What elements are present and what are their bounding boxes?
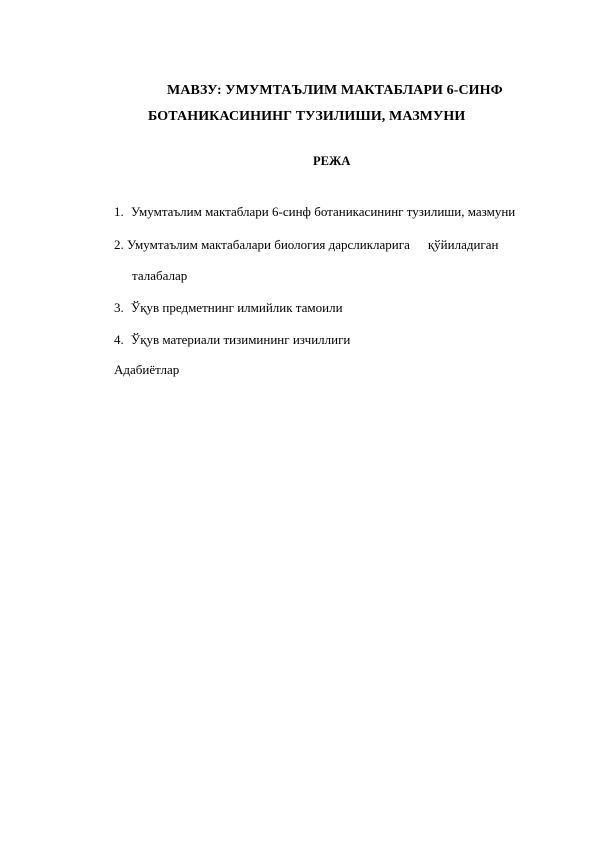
plan-item-2-number: 2. <box>114 237 124 252</box>
plan-item-4-text: Ўқув материали тизимининг изчиллиги <box>131 332 351 347</box>
references-label: Адабиётлар <box>114 362 180 377</box>
plan-heading: РЕЖА <box>313 154 351 168</box>
plan-item-3 <box>114 300 343 316</box>
plan-item-1 <box>114 204 515 220</box>
plan-item-3-text: Ўқув предметнинг илмийлик тамоили <box>131 300 343 315</box>
plan-item-2-continuation: талабалар <box>132 268 188 283</box>
plan-item-2 <box>114 237 498 253</box>
document-title-line-1: МАВЗУ: УМУМТАЪЛИМ МАКТАБЛАРИ 6-СИНФ <box>167 83 503 98</box>
plan-item-2-text-part-1: Умумтаълим мактабалари биология дарсликларига <box>127 237 410 252</box>
plan-item-4-number: 4. <box>114 332 124 347</box>
plan-item-4 <box>114 332 350 348</box>
plan-item-1-number: 1. <box>114 204 124 219</box>
plan-item-2-text-part-2: қўйиладиган <box>427 237 499 252</box>
plan-item-1-text: Умумтаълим мактаблари 6-синф ботаникасининг тузилиши, мазмуни <box>131 204 516 219</box>
document-title-line-2: БОТАНИКАСИНИНГ ТУЗИЛИШИ, МАЗМУНИ <box>148 109 466 124</box>
plan-item-3-number: 3. <box>114 300 124 315</box>
